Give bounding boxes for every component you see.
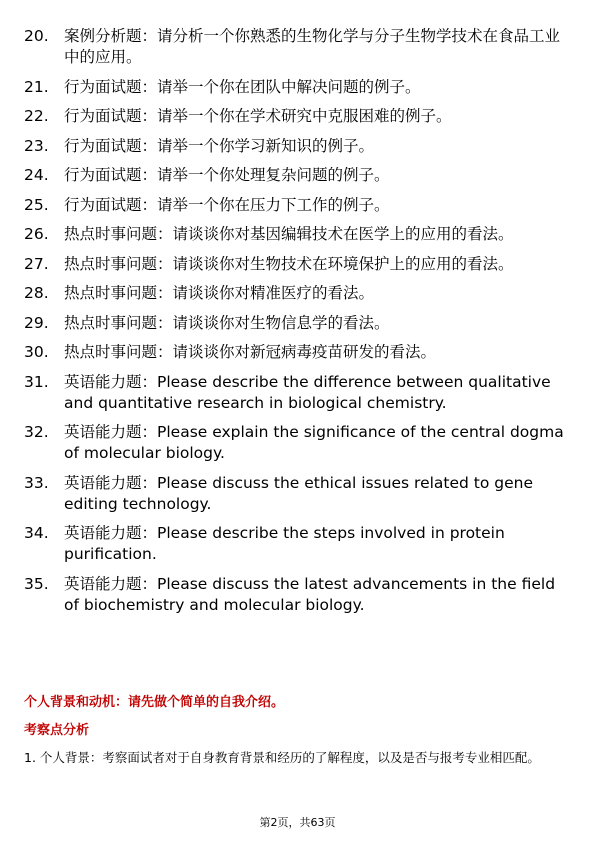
- question-text: 行为面试题：请举一个你在团队中解决问题的例子。: [64, 77, 421, 96]
- page-footer: 第2页，共63页: [259, 816, 336, 829]
- question-number: 28.: [24, 284, 49, 302]
- question-text: 英语能力题：Please discuss the ethical issues related to gene editing technology.: [64, 473, 534, 513]
- question-text: 热点时事问题：请谈谈你对生物技术在环境保护上的应用的看法。: [64, 254, 514, 273]
- question-number: 35.: [24, 574, 49, 593]
- question-item: [24, 106, 564, 127]
- question-text: 英语能力题：Please describe the steps involved in protein purification.: [64, 524, 505, 563]
- question-text: 行为面试题：请举一个你在压力下工作的例子。: [64, 195, 390, 214]
- question-item: [24, 165, 564, 186]
- question-number: 20.: [24, 27, 49, 45]
- question-text: 热点时事问题：请谈谈你对精准医疗的看法。: [64, 284, 375, 302]
- question-item: [24, 342, 564, 363]
- question-number: 31.: [24, 372, 49, 391]
- question-text: 热点时事问题：请谈谈你对基因编辑技术在医学上的应用的看法。: [64, 225, 514, 243]
- question-item: [24, 195, 564, 216]
- question-text: 英语能力题：Please discuss the latest advancements in the field of biochemistry and molecular biology.: [64, 574, 556, 614]
- question-text: 英语能力题：Please describe the difference between qualitative and quantitative research in biological chemistry.: [64, 372, 551, 412]
- question-number: 27.: [24, 254, 49, 273]
- question-number: 24.: [24, 166, 49, 184]
- question-number: 26.: [24, 225, 49, 243]
- question-item: [24, 77, 564, 98]
- analysis-section: [24, 722, 564, 772]
- question-text: 行为面试题：请举一个你在学术研究中克服困难的例子。: [64, 107, 452, 125]
- analysis-text: 1. 个人背景：考察面试者对于自身教育背景和经历的了解程度，以及是否与报考专业相匹配。: [24, 750, 540, 765]
- question-text: 行为面试题：请举一个你处理复杂问题的例子。: [64, 166, 390, 184]
- question-text: 热点时事问题：请谈谈你对新冠病毒疫苗研发的看法。: [64, 343, 437, 361]
- analysis-title: 考察点分析: [24, 723, 90, 738]
- question-number: 30.: [24, 343, 49, 361]
- question-item: [24, 473, 564, 515]
- question-number: 22.: [24, 107, 49, 125]
- personal-background-title: 个人背景和动机：请先做个简单的自我介绍。: [24, 695, 285, 710]
- question-item: [24, 136, 564, 157]
- question-text: 英语能力题：Please explain the significance of the central dogma of molecular biology.: [64, 423, 564, 462]
- question-number: 25.: [24, 195, 49, 214]
- question-item: [24, 283, 564, 304]
- question-number: 23.: [24, 136, 49, 155]
- question-number: 34.: [24, 524, 49, 542]
- question-item: [24, 313, 564, 334]
- question-number: 33.: [24, 473, 49, 492]
- question-number: 32.: [24, 423, 49, 441]
- question-item: [24, 254, 564, 275]
- question-text: 行为面试题：请举一个你学习新知识的例子。: [64, 136, 375, 155]
- question-text: 热点时事问题：请谈谈你对生物信息学的看法。: [64, 313, 390, 332]
- question-item: [24, 422, 564, 464]
- question-number: 29.: [24, 313, 49, 332]
- question-text: 案例分析题：请分析一个你熟悉的生物化学与分子生物学技术在食品工业中的应用。: [64, 27, 561, 66]
- question-item: [24, 574, 564, 616]
- question-item: [24, 224, 564, 245]
- question-item: [24, 26, 564, 68]
- question-item: [24, 372, 564, 414]
- question-item: [24, 523, 564, 565]
- personal-background-section: [24, 694, 564, 712]
- question-list: [24, 26, 564, 624]
- question-number: 21.: [24, 77, 49, 96]
